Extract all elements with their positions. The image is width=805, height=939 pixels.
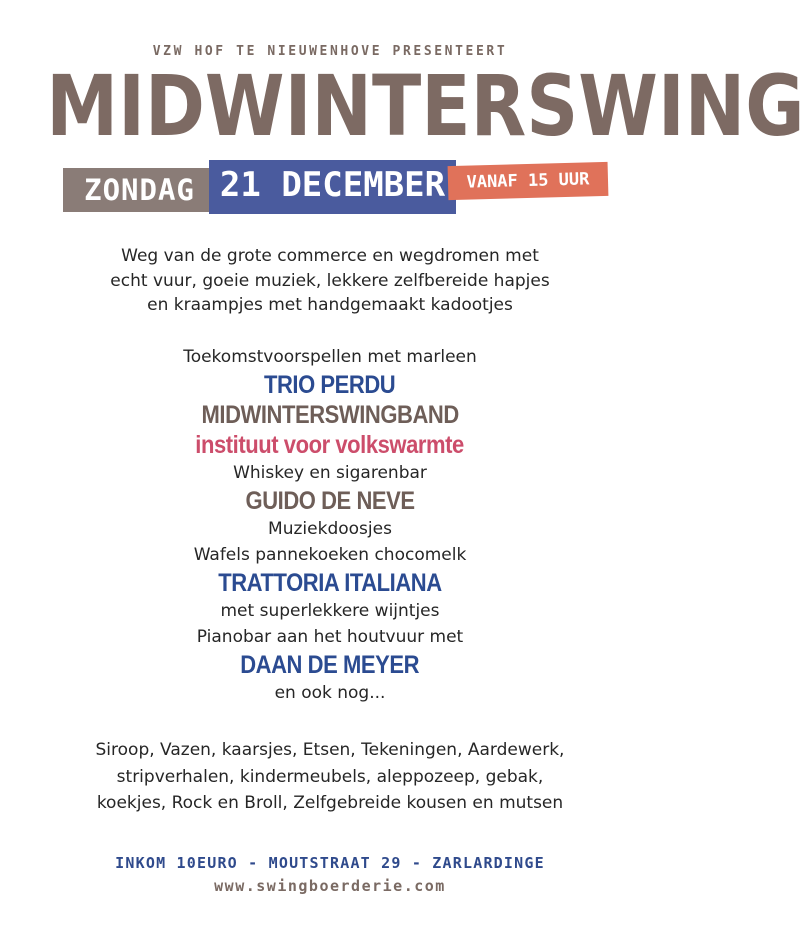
act-daan-de-meyer: DAAN DE MEYER <box>240 651 420 679</box>
extras-line: Siroop, Vazen, kaarsjes, Etsen, Tekeningen, Aardewerk, <box>95 740 565 760</box>
program-item: en ook nog... <box>274 683 386 703</box>
act-guido-de-neve: GUIDO DE NEVE <box>245 487 415 515</box>
date-banner <box>0 160 660 220</box>
presenter-line: VZW HOF TE NIEUWENHOVE PRESENTEERT <box>152 44 508 59</box>
program-item: Pianobar aan het houtvuur met <box>196 627 464 647</box>
extras-line: koekjes, Rock en Broll, Zelfgebreide kousen en mutsen <box>96 793 564 813</box>
intro-line: echt vuur, goeie muziek, lekkere zelfbereide hapjes <box>110 270 550 291</box>
act-trattoria-italiana: TRATTORIA ITALIANA <box>218 569 442 597</box>
program-item: Toekomstvoorspellen met marleen <box>183 347 477 367</box>
time-tag: VANAF 15 UUR <box>448 162 609 200</box>
act-trio-perdu: TRIO PERDU <box>264 371 396 399</box>
date-tag: 21 DECEMBER <box>209 160 456 214</box>
day-tag: ZONDAG <box>63 168 216 212</box>
program-lineup <box>0 344 660 706</box>
intro-line: Weg van de grote commerce en wegdromen met <box>121 246 539 266</box>
intro-line: en kraampjes met handgemaakt kadootjes <box>147 295 513 315</box>
program-item: Muziekdoosjes <box>268 519 392 539</box>
website-link[interactable]: www.swingboerderie.com <box>214 877 446 895</box>
extras-list <box>0 737 660 817</box>
extras-line: stripverhalen, kindermeubels, aleppozeep, gebak, <box>116 766 544 787</box>
admission-address: INKOM 10EURO - MOUTSTRAAT 29 - ZARLARDINGE <box>115 854 545 872</box>
intro-text <box>0 244 660 318</box>
program-item: Whiskey en sigarenbar <box>233 463 427 483</box>
program-item: Wafels pannekoeken chocomelk <box>193 545 467 565</box>
program-item: met superlekkere wijntjes <box>220 601 440 621</box>
act-midwinterswingband: MIDWINTERSWINGBAND <box>201 401 459 429</box>
event-title: MIDWINTERSWING <box>46 57 805 155</box>
act-instituut: instituut voor volkswarmte <box>195 431 465 459</box>
